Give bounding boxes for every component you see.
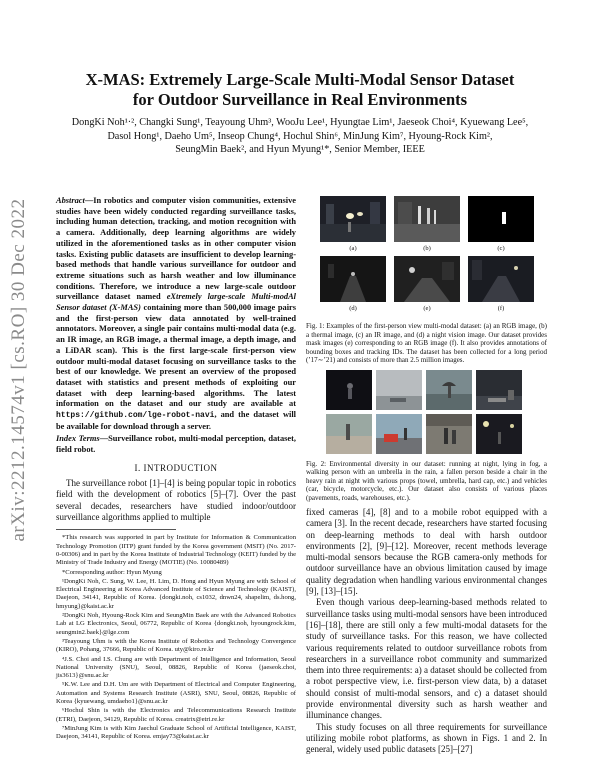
figure-label: (a): [349, 245, 357, 253]
authors-line-1: DongKi Noh¹·², Changki Sung¹, Teayoung Uhm³, WooJu Lee¹, Hyungtae Lim¹, Jaeseok Choi⁴, Kyuewang Lee⁵,: [71, 117, 529, 128]
arxiv-id: arXiv:2212.14574v1 [cs.RO] 30 Dec 2022: [8, 198, 29, 542]
figure-1e: [394, 256, 460, 313]
abstract-label: Abstract: [56, 196, 85, 205]
intro-paragraph-1-continued: fixed cameras [4], [8] and to a mobile robot equipped with a camera [3]. In the recent decade, researchers have started focusing on deep-learning methods to deal with harsh outdoor environments [2], [9]–[12]. Moreover, recent methods leverage multi-modal sensors because the RGB camera-only methods for outdoor surveillance have an obvious limitation caused by image quality degradation when handling various environmental changes [9], [13]–[15].: [306, 507, 547, 597]
footnote: ⁷MinJung Kim is with Kim Jaechul Graduate School of Artificial Intelligence, KAIST, Daejeon, 34141, Republic of Korea. emjay73@kaist.ac.kr: [56, 724, 296, 741]
running-at-night-photo: [326, 370, 372, 410]
pavement-photo: [326, 414, 372, 454]
figure-label: (b): [423, 245, 431, 253]
night-vision-image: [394, 256, 460, 302]
footnote: ⁵K.W. Lee and D.H. Um are with Department of Electrical and Computer Engineering, Automation and Systems Research Institute (ASRI), SNU, Seoul, 08826, Republic of Korea {kyuewang, umdaeho1}@snu.ac.kr: [56, 681, 296, 705]
abstract-text-b: containing more than 500,000 image pairs and the first-person view data annotated by well-trained annotators. Moreover, a single pair contains multi-modal data (e.g. an IR image, an RGB image, a thermal image, a depth image, and a LiDAR scan). This is the first large-scale first-person view outdoor multi-modal dataset focusing on surveillance tasks to the best of our knowledge. We present an overview of the proposed dataset with statistics and present methods of exploiting our dataset with deep learning-based algorithms. The latest information on the dataset and our study are available at: [56, 303, 297, 409]
dataset-url-link[interactable]: https://github.com/lge-robot-navi: [56, 411, 215, 421]
authors-line-2: Dasol Hong¹, Daeho Um⁵, Inseop Chung⁴, Hochul Shin⁶, MinJung Kim⁷, Hyoung-Rock Kim²,: [107, 130, 493, 142]
figure-label: (f): [497, 305, 505, 313]
abstract-text-c: , and the dataset will be available for download through a server.: [56, 410, 296, 431]
road-with-vehicles-photo: [376, 414, 422, 454]
night-street-photo: [476, 414, 522, 454]
figure-1d: [320, 256, 386, 313]
warehouse-photo: [426, 414, 472, 454]
figure-label: (d): [349, 305, 357, 313]
figure-1f: [468, 256, 534, 313]
footnotes: [56, 534, 296, 741]
figure-2-caption: Fig. 2: Environmental diversity in our dataset: running at night, lying in fog, a walking person with an umbrella in the rain, a fallen person beside a chair in the heavy rain at night with various props (towel, umbrella, hard cap, etc.) and vehicles (car, bicycle, motorcycle, etc.). Our dataset also consists of various places (pavements, roads, warehouses, etc.).: [306, 459, 547, 502]
intro-paragraph-1: The surveillance robot [1]–[4] is being popular topic in robotics field with the development of robotics [5]–[7]. Over the past several decades, researchers have studied indoor/outdoor surveillance algorithms applied to multiple: [56, 478, 296, 523]
title-line-1: X-MAS: Extremely Large-Scale Multi-Modal Sensor Dataset: [85, 70, 515, 89]
rgb-night-image: [468, 256, 534, 302]
footnote: ¹DongKi Noh, C. Sung, W. Lee, H. Lim, D. Hong and Hyun Myung are with School of Electrical Engineering at Korea Advanced Institute of Science and Technology (KAIST), Daejeon, 34141, Republic of Korea. {dongki.noh, cs1032, dnwn24, shapelim, ds.hong, hmyung}@kaist.ac.kr: [56, 577, 296, 610]
figure-1a: [320, 196, 386, 253]
figure-2: [306, 370, 547, 456]
rgb-image: [320, 196, 386, 242]
index-terms-text: —Surveillance robot, multi-modal perception, dataset, field robot.: [56, 434, 296, 455]
figure-label: (c): [497, 245, 505, 253]
intro-paragraph-2: Even though various deep-learning-based methods related to surveillance tasks using multi-modal sensors have been introduced [16]–[18], there are still only a few multi-modal datasets for the study of surveillance tasks. For this reason, we have collected various requirements related to outdoor surveillance robots from researchers in a surveillance robot community and summarized them into three requirements: a) a dataset should be collected from a robot perspective view, i.e. first-person view data, b) a dataset should consist of multi-modal sensors, and c) a dataset should provide environmental diversity such as harsh weather and illuminance changes.: [306, 597, 547, 721]
section-heading-introduction: I. INTRODUCTION: [134, 462, 218, 473]
figure-1b: [394, 196, 460, 253]
abstract-text-a: —In robotics and computer vision communities, extensive studies have been widely conducted regarding surveillance tasks, including human detection, tracking, and motion recognition with a camera. Additionally, deep learning algorithms are widely utilized in the aforementioned tasks as in other computer vision tasks. Existing public datasets are insufficient to develop learning-based methods that handle various surveillance for outdoor and extreme situations such as harsh weather and low illuminance conditions. Therefore, we introduce a new large-scale outdoor surveillance dataset named: [56, 196, 296, 302]
index-terms-label: Index Terms: [56, 434, 100, 444]
fallen-person-heavy-rain-photo: [476, 370, 522, 410]
figure-1-caption: Fig. 1: Examples of the first-person view multi-modal dataset: (a) an RGB image, (b) a thermal image, (c) an IR image, and (d) a night vision image. Our dataset provides mask images (e) corresponding to an RGB image (f). It also provides annotations of bounding boxes and tracking IDs. The dataset has been collected for a long period (’17∼’21) and consists of more than 2.5 million images.: [306, 322, 547, 364]
footnote: *Corresponding author: Hyun Myung: [62, 568, 162, 576]
footnote: ³Teayoung Uhm is with the Korea Institute of Robotics and Technology Convergence (KIRO), Pohang, 37666, Republic of Korea. uty@kiro.re.kr: [56, 637, 296, 654]
thermal-image: [394, 196, 460, 242]
title-line-2: for Outdoor Surveillance in Real Environments: [132, 90, 468, 109]
lying-in-fog-photo: [376, 370, 422, 410]
footnote: ²DongKi Noh, Hyoung-Rock Kim and SeungMin Baek are with the Advanced Robotics Lab at LG Electronics, Seoul, 06772, Republic of Korea {dongki.noh, hyoungrock.kim, seungmin2.baek}@lge.com: [56, 612, 296, 636]
figure-label: (e): [423, 305, 431, 313]
mask-image: [468, 196, 534, 242]
footnote-divider: [56, 529, 176, 530]
abstract: [56, 196, 296, 432]
index-terms: [56, 434, 296, 455]
figure-1: [306, 196, 547, 313]
author-list: [60, 116, 540, 157]
left-column: [56, 196, 296, 742]
arxiv-sidebar: [6, 170, 32, 570]
authors-line-3: SeungMin Baek², and Hyun Myung¹*, Senior Member, IEEE: [175, 144, 425, 155]
right-column: [306, 196, 547, 756]
dataset-name: eXtremely large-scale Multi-modAl Sensor dataset (X-MAS): [56, 292, 296, 313]
umbrella-in-rain-photo: [426, 370, 472, 410]
figure-1c: [468, 196, 534, 253]
intro-paragraph-3: This study focuses on all three requirements for surveillance utilizing mobile robot platforms, as shown in Figs. 1 and 2. In general, widely used public datasets [25]–[27]: [306, 721, 547, 755]
ir-image: [320, 256, 386, 302]
footnote: *This research was supported in part by Institute for Information & Communication Technology Promotion (IITP) grant funded by the Korea government (MSIT) (No. 2017-0-00306) and in part by the Korea Institute of Industrial Technology (KEIT) funded by the Ministry of Trade Industry and Energy (MOTIE) (No. 10080489): [56, 534, 296, 567]
footnote: ⁶Hochul Shin is with the Electronics and Telecommunications Research Institute (ETRI), Daejeon, 34129, Republic of Korea. creatrix@etri.re.kr: [56, 707, 296, 723]
footnote: ⁴J.S. Choi and I.S. Chung are with Department of Intelligence and Information, Seoul National University (SNU), Seoul, 08826, Republic of Korea {jaeseok.choi, jis3613}@snu.ac.kr: [56, 655, 296, 680]
paper-title: [60, 70, 540, 110]
